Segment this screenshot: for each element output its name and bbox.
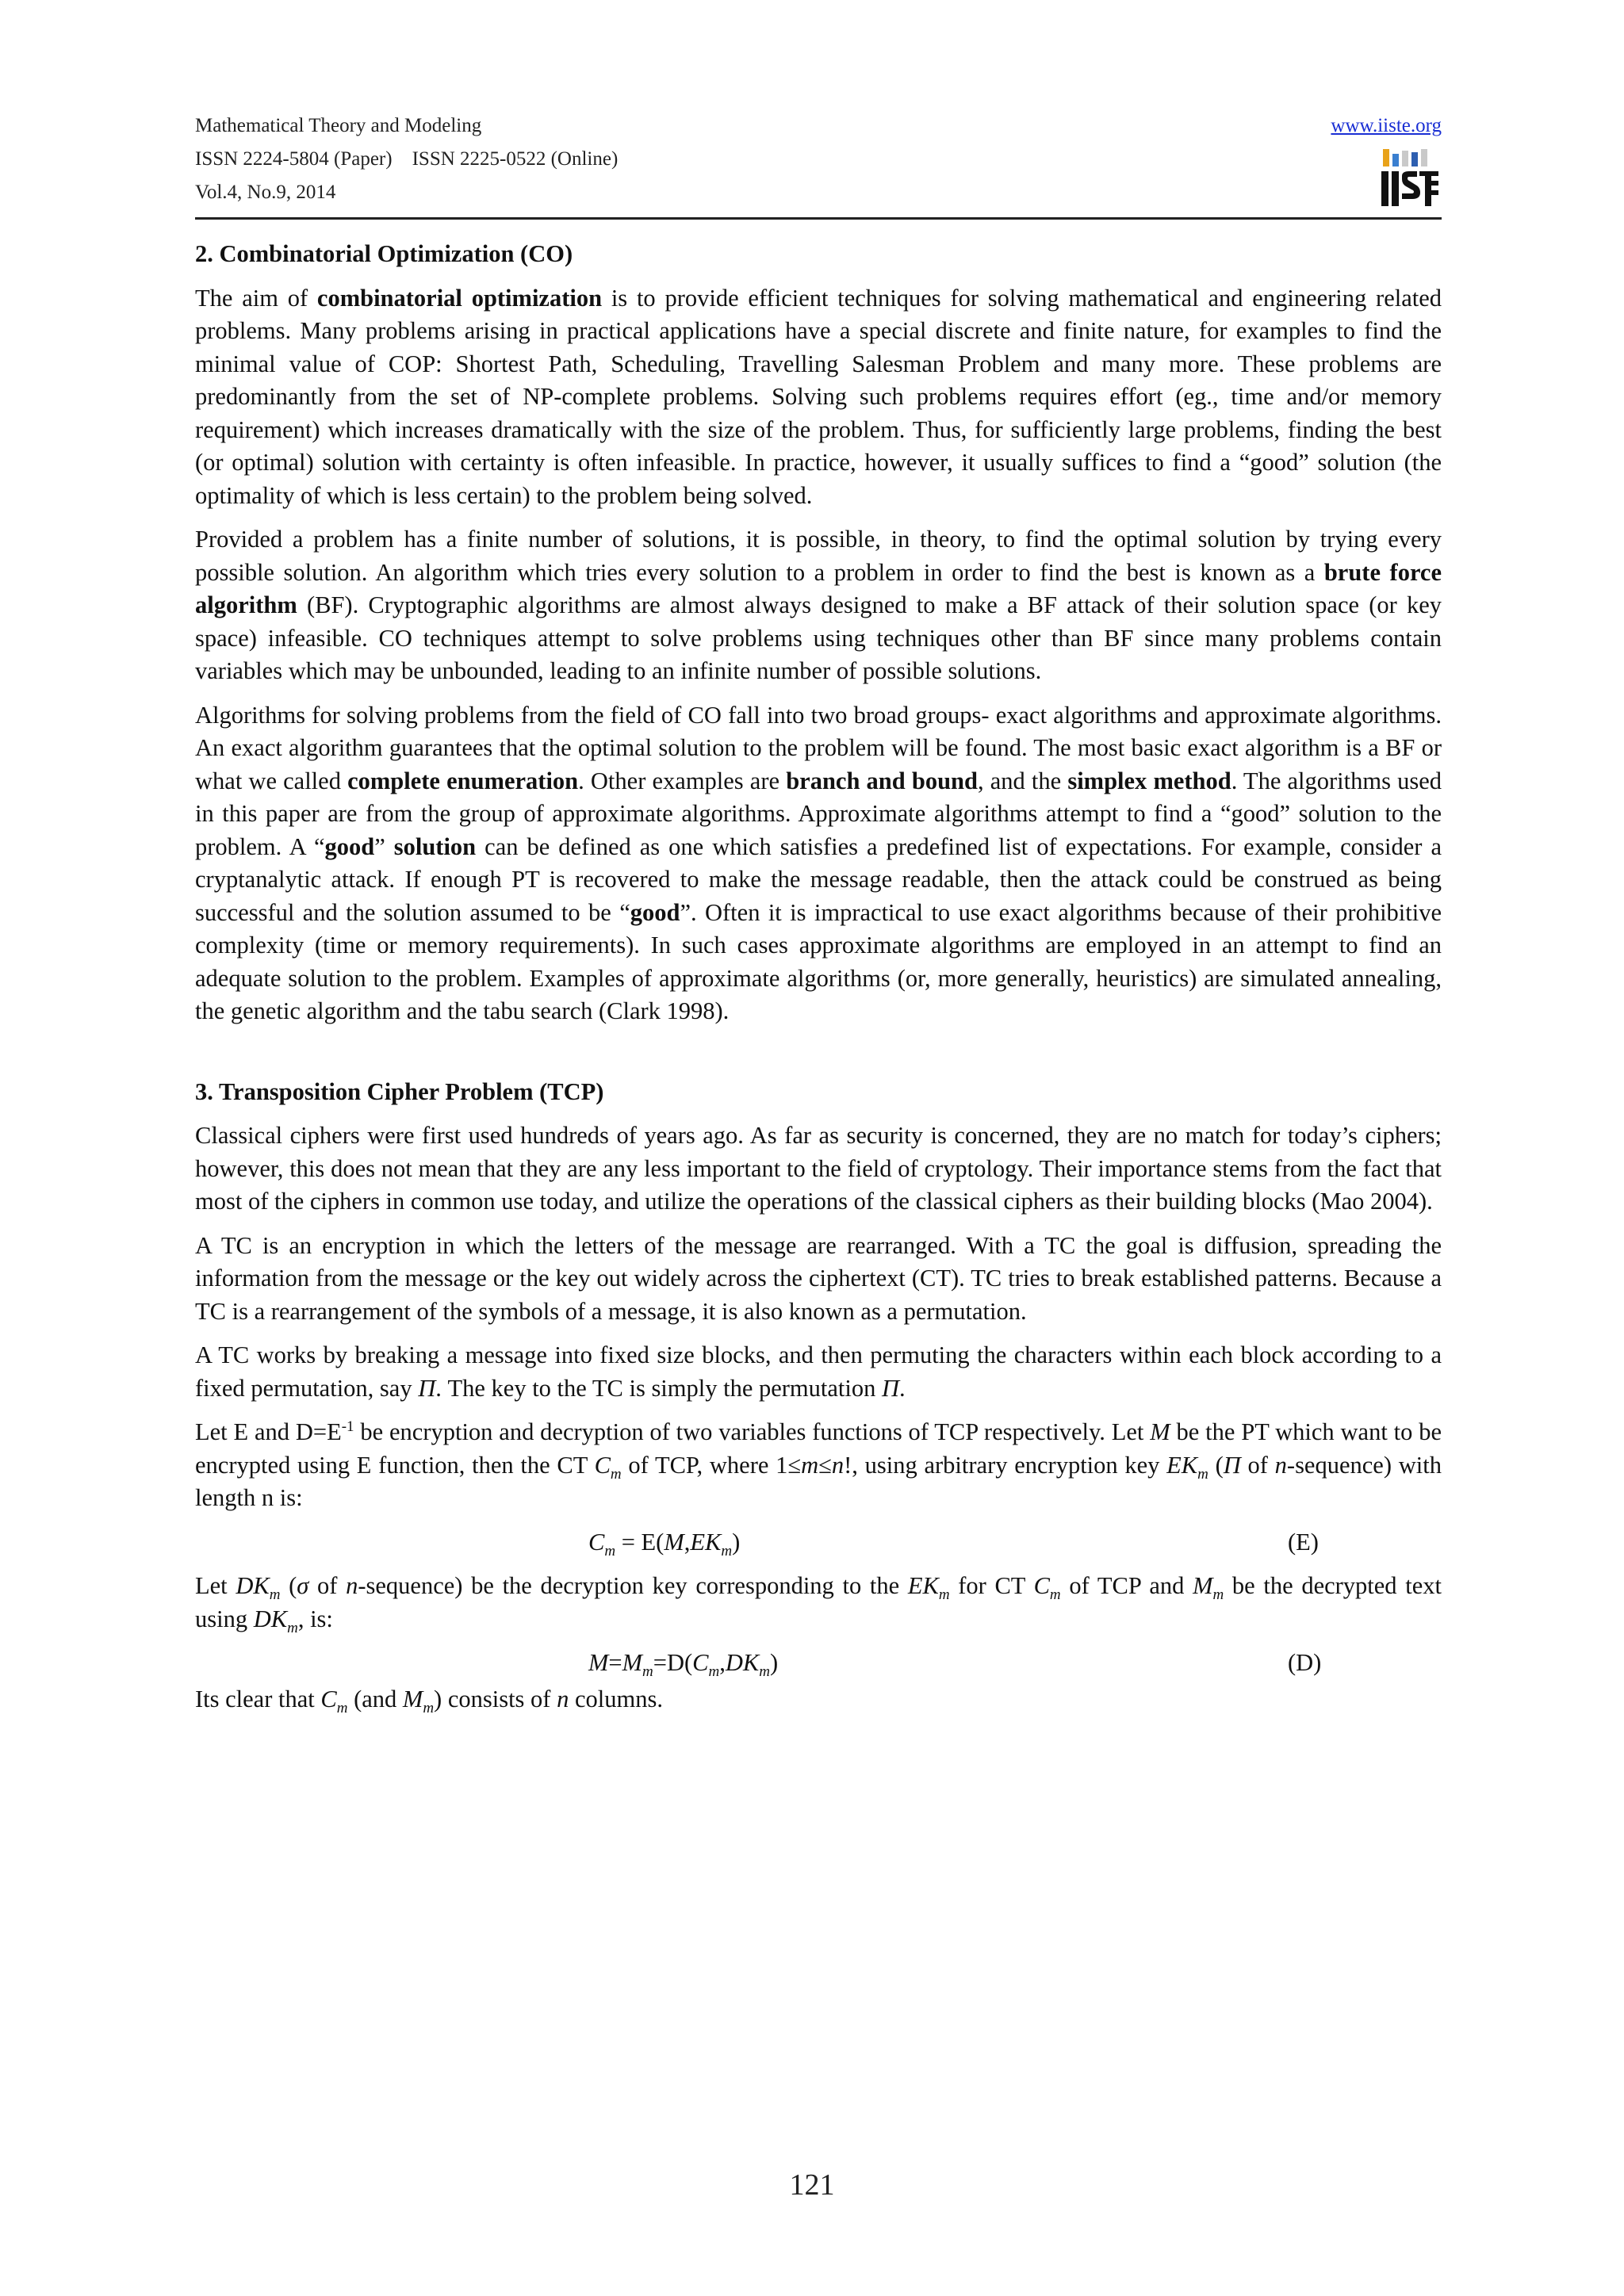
equation-e [195, 1526, 1442, 1559]
section-2-heading: 2. Combinatorial Optimization (CO) [195, 240, 573, 267]
page-header [195, 109, 1442, 219]
section-2-paragraph-1: The aim of combinatorial optimization is to provide efficient techniques for solving mathematical and engineering related problems. Many problems arising in practical applications have a special discrete and finite nature, for examples to find the minimal value of COP: Shortest Path, Scheduling, Travelling Salesman Problem and many more. These problems are predominantly from the set of NP-complete problems. Solving such problems requires effort (eg., time and/or memory requirement) which increases dramatically with the size of the problem. Thus, for sufficiently large problems, finding the best (or optimal) solution with certainty is often infeasible. In practice, however, it usually suffices to find a “good” solution (the optimality of which is less certain) to the problem being solved. [195, 284, 1442, 509]
journal-volume: Vol.4, No.9, 2014 [195, 182, 336, 203]
section-3-paragraph-4: Let E and $D=E^{-1}$ be encryption and decryption of two variables functions of TCP respectively. Let M be the PT which want to be encrypted using E function, then the CT $C_m$ of TCP, where 1≤m≤n!, using arbitrary encryption key $EK_m$ (Π of n-sequence) with length n is: [195, 1418, 1442, 1511]
equation-e-label: (E) [1288, 1528, 1319, 1556]
equation-d-expression: $M=M_m=D(C_m,DK_m)$ [588, 1649, 779, 1681]
journal-info [195, 109, 618, 209]
page-number: 121 [789, 2168, 835, 2202]
article-body [195, 238, 1442, 1727]
section-2-paragraph-2: Provided a problem has a finite number of solutions, it is possible, in theory, to find the optimal solution by trying every possible solution. An algorithm which tries every solution to a problem in order to find the best is known as a brute force algorithm (BF). Cryptographic algorithms are almost always designed to make a BF attack of their solution space (or key space) infeasible. CO techniques attempt to solve problems using techniques other than BF since many problems contain variables which may be unbounded, leading to an infinite number of possible solutions. [195, 526, 1442, 684]
section-3-paragraph-6: Its clear that $C_m$ (and $M_m$) consists of n columns. [195, 1685, 663, 1716]
section-3-paragraph-5: Let $DK_m$ (σ of n-sequence) be the decryption key corresponding to the $EK_m$ for CT $C_m$ of TCP and $M_m$ be the decrypted text using $DK_m$, is: [195, 1572, 1442, 1636]
journal-title: Mathematical Theory and Modeling [195, 115, 482, 136]
journal-website-link[interactable]: www.iiste.org [1331, 115, 1442, 136]
section-3-paragraph-1: Classical ciphers were first used hundreds of years ago. As far as security is concerned, they are no match for today’s ciphers; however, this does not mean that they are any less important to the field of cryptology. Their importance stems from the fact that most of the ciphers in common use today, and utilize the operations of the classical ciphers as their building blocks (Mao 2004). [195, 1122, 1442, 1215]
iiste-logo [1378, 146, 1440, 211]
section-2-paragraph-3: Algorithms for solving problems from the field of CO fall into two broad groups- exact algorithms and approximate algorithms. An exact algorithm guarantees that the optimal solution to the problem will be found. The most basic exact algorithm is a BF or what we called complete enumeration. Other examples are branch and bound, and the simplex method. The algorithms used in this paper are from the group of approximate algorithms. Approximate algorithms attempt to find a “good” solution to the problem. A “good” solution can be defined as one which satisfies a predefined list of expectations. For example, consider a cryptanalytic attack. If enough PT is recovered to make the message readable, then the attack could be construed as being successful and the solution assumed to be “good”. Often it is impractical to use exact algorithms because of their prohibitive complexity (time or memory requirements). In such cases approximate algorithms are employed in an attempt to find an adequate solution to the problem. Examples of approximate algorithms (or, more generally, heuristics) are simulated annealing, the genetic algorithm and the tabu search (Clark 1998). [195, 701, 1442, 1024]
section-3-heading: 3. Transposition Cipher Problem (TCP) [195, 1077, 604, 1105]
section-3-paragraph-3: A TC works by breaking a message into fixed size blocks, and then permuting the characters within each block according to a fixed permutation, say Π. The key to the TC is simply the permutation Π. [195, 1341, 1442, 1402]
header-divider [195, 217, 1442, 220]
equation-d-label: (D) [1288, 1649, 1322, 1676]
equation-e-expression: $C_m = E(M,EK_m)$ [588, 1528, 741, 1559]
equation-d [195, 1647, 1442, 1680]
journal-issn: ISSN 2224-5804 (Paper) ISSN 2225-0522 (Online) [195, 148, 619, 170]
section-3-paragraph-2: A TC is an encryption in which the letters of the message are rearranged. With a TC the goal is diffusion, spreading the information from the message or the key out widely across the ciphertext (CT). TC tries to break established patterns. Because a TC is a rearrangement of the symbols of a message, it is also known as a permutation. [195, 1231, 1442, 1325]
